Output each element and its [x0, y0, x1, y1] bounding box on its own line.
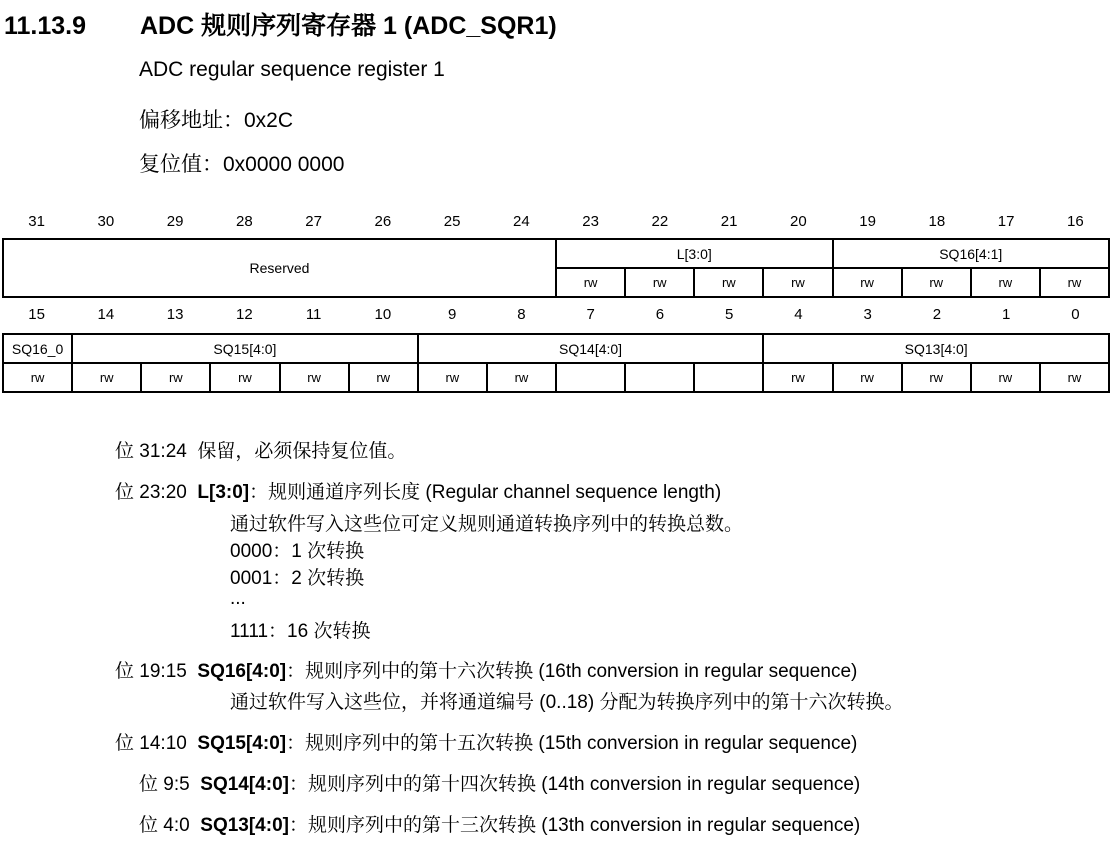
- bit-number: 0: [1071, 306, 1080, 323]
- bit-number: 1: [1001, 306, 1011, 323]
- section-heading: [4, 6, 557, 42]
- bit-numbers-upper: [2, 213, 1110, 233]
- bit-number: 26: [374, 213, 392, 230]
- access-cell: rw: [1040, 268, 1109, 297]
- bit-number: 6: [655, 306, 665, 323]
- bit-range: 位 9:5: [139, 774, 190, 795]
- section-title: ADC 规则序列寄存器 1 (ADC_SQR1): [140, 12, 557, 40]
- bit-numbers-lower: [2, 306, 1110, 326]
- bit-number: 20: [790, 213, 807, 230]
- bit-number: 15: [28, 306, 45, 323]
- bit-number: 30: [97, 213, 115, 230]
- bit-number: 24: [513, 213, 530, 230]
- field-row: [3, 239, 1109, 268]
- access-cell: rw: [280, 363, 349, 392]
- access-cell: rw: [694, 268, 763, 297]
- bit-number: 11: [305, 306, 322, 323]
- register-table-upper: [2, 238, 1110, 298]
- desc-text: ：规则序列中的第十三次转换 (13th conversion in regular sequence): [288, 815, 861, 836]
- field-sq16-upper: SQ16[4:1]: [833, 239, 1110, 268]
- bit-number: 22: [651, 213, 669, 230]
- desc-text: ：规则序列中的第十四次转换 (14th conversion in regular sequence): [288, 774, 861, 795]
- field-name: SQ14[4:0]: [200, 774, 289, 795]
- bit-range: 位 19:15: [115, 661, 187, 682]
- desc-text: 保留，必须保持复位值。: [197, 441, 407, 462]
- bit-number: 13: [166, 306, 184, 323]
- bit-number: 21: [720, 213, 738, 230]
- bit-number: 3: [863, 306, 872, 323]
- bit-number: 25: [443, 213, 461, 230]
- desc-bits-9-5: [139, 769, 860, 796]
- access-cell: rw: [72, 363, 141, 392]
- bit-number: 18: [928, 213, 946, 230]
- desc-text: ：规则序列中的第十五次转换 (15th conversion in regular sequence): [286, 733, 858, 754]
- desc-value: 0000：1 次转换: [230, 541, 365, 562]
- field-name: SQ13[4:0]: [200, 815, 289, 836]
- access-cell: rw: [3, 363, 72, 392]
- offset-address: [139, 104, 293, 134]
- access-row: [3, 363, 1109, 392]
- field-l: L[3:0]: [556, 239, 833, 268]
- bit-range: 位 31:24: [115, 441, 187, 462]
- desc-bits-23-20: [115, 477, 721, 504]
- access-cell: rw: [763, 363, 832, 392]
- access-cell: [694, 363, 763, 392]
- section-number: 11.13.9: [4, 12, 87, 40]
- field-row: [3, 334, 1109, 363]
- bit-number: 29: [166, 213, 184, 230]
- bit-range: 位 14:10: [115, 733, 187, 754]
- field-sq13: SQ13[4:0]: [763, 334, 1109, 363]
- desc-text: ：规则序列中的第十六次转换 (16th conversion in regular sequence): [286, 661, 858, 682]
- desc-bits-19-15: [115, 656, 857, 683]
- register-table-lower: [2, 333, 1110, 393]
- desc-detail: 通过软件写入这些位可定义规则通道转换序列中的转换总数。: [230, 514, 744, 535]
- access-cell: rw: [349, 363, 418, 392]
- field-sq16-0: SQ16_0: [3, 334, 72, 363]
- offset-value: 0x2C: [244, 109, 294, 132]
- reset-value: [139, 148, 344, 178]
- field-reserved: Reserved: [3, 239, 556, 297]
- bit-number: 28: [236, 213, 253, 230]
- bit-range: 位 4:0: [139, 815, 190, 836]
- access-cell: rw: [833, 363, 902, 392]
- access-cell: rw: [418, 363, 487, 392]
- bit-number: 27: [305, 213, 322, 230]
- bit-number: 5: [724, 306, 734, 323]
- reset-label: 复位值：: [139, 153, 223, 176]
- desc-detail: 通过软件写入这些位，并将通道编号 (0..18) 分配为转换序列中的第十六次转换。: [230, 692, 904, 713]
- desc-bits-4-0: [139, 810, 860, 837]
- access-cell: rw: [1040, 363, 1109, 392]
- bit-number: 12: [236, 306, 253, 323]
- bit-number: 19: [859, 213, 876, 230]
- offset-label: 偏移地址：: [139, 109, 244, 132]
- access-cell: rw: [487, 363, 556, 392]
- field-sq15: SQ15[4:0]: [72, 334, 418, 363]
- desc-value: ...: [230, 588, 246, 609]
- bit-number: 7: [586, 306, 595, 323]
- access-cell: rw: [902, 363, 971, 392]
- bit-number: 31: [28, 213, 45, 230]
- bit-number: 4: [794, 306, 803, 323]
- bit-number: 17: [997, 213, 1015, 230]
- bit-number: 14: [97, 306, 115, 323]
- field-name: SQ15[4:0]: [197, 733, 287, 754]
- desc-value: 1111：16 次转换: [230, 621, 371, 642]
- access-cell: rw: [971, 363, 1040, 392]
- bit-number: 16: [1067, 213, 1084, 230]
- access-cell: rw: [902, 268, 971, 297]
- field-sq14: SQ14[4:0]: [418, 334, 764, 363]
- access-cell: rw: [210, 363, 279, 392]
- bit-number: 2: [932, 306, 942, 323]
- desc-text: ：规则通道序列长度 (Regular channel sequence length): [249, 482, 722, 503]
- access-cell: rw: [556, 268, 625, 297]
- access-cell: rw: [625, 268, 694, 297]
- field-name: L[3:0]: [197, 482, 250, 503]
- desc-bits-14-10: [115, 728, 857, 755]
- field-name: SQ16[4:0]: [197, 661, 287, 682]
- register-english-name: ADC regular sequence register 1: [139, 58, 445, 81]
- desc-value: 0001：2 次转换: [230, 568, 365, 589]
- bit-number: 9: [447, 306, 457, 323]
- reset-value-text: 0x0000 0000: [223, 153, 345, 176]
- access-cell: [625, 363, 694, 392]
- desc-bits-31-24: [115, 436, 406, 463]
- access-cell: rw: [833, 268, 902, 297]
- access-cell: rw: [141, 363, 210, 392]
- bit-number: 8: [517, 306, 526, 323]
- bit-number: 23: [582, 213, 599, 230]
- access-cell: rw: [763, 268, 832, 297]
- access-cell: [556, 363, 625, 392]
- bit-range: 位 23:20: [115, 482, 187, 503]
- bit-number: 10: [374, 306, 392, 323]
- access-cell: rw: [971, 268, 1040, 297]
